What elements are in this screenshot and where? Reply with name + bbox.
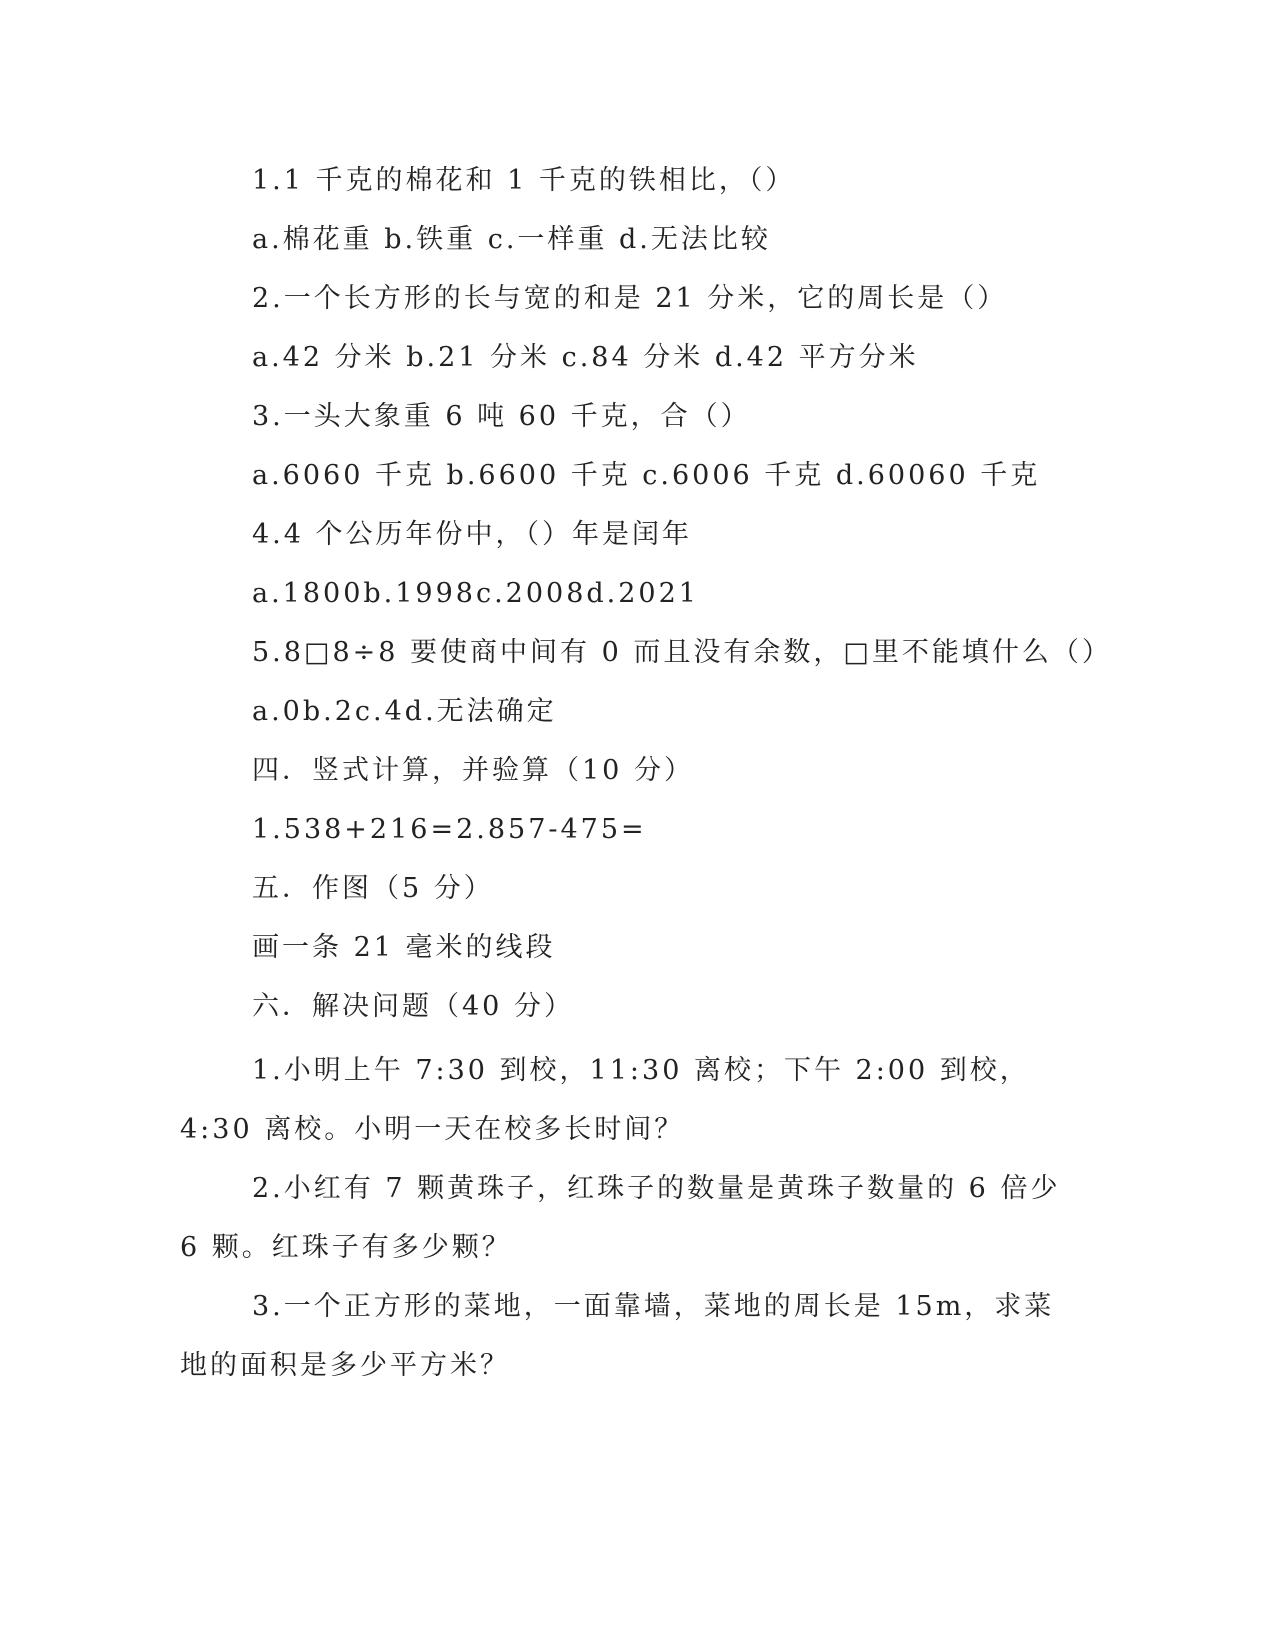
question-2: 2.一个长方形的长与宽的和是 21 分米，它的周长是（）	[252, 283, 1008, 314]
section-6-heading: 六．解决问题（40 分）	[252, 991, 574, 1022]
question-2-options: a.42 分米 b.21 分米 c.84 分米 d.42 平方分米	[252, 342, 919, 373]
section-5-body: 画一条 21 毫米的线段	[252, 932, 556, 963]
question-5-options: a.0b.2c.4d.无法确定	[252, 696, 557, 727]
section-4-heading: 四．竖式计算，并验算（10 分）	[252, 755, 694, 786]
question-1: 1.1 千克的棉花和 1 千克的铁相比，（）	[252, 165, 796, 196]
problem-2: 2.小红有 7 颗黄珠子，红珠子的数量是黄珠子数量的 6 倍少 6 颗。红珠子有多少颗？	[180, 1173, 1061, 1263]
document-content	[180, 156, 1112, 1395]
question-4-options: a.1800b.1998c.2008d.2021	[252, 578, 699, 609]
question-3-options: a.6060 千克 b.6600 千克 c.6006 千克 d.60060 千克	[252, 460, 1041, 491]
section-5-heading: 五．作图（5 分）	[252, 873, 494, 904]
section-4-body: 1.538+216=2.857-475=	[252, 814, 647, 845]
question-1-options: a.棉花重 b.铁重 c.一样重 d.无法比较	[252, 224, 771, 255]
problem-1: 1.小明上午 7:30 到校，11:30 离校；下午 2:00 到校，4:30 离校。小明一天在校多长时间？	[180, 1055, 1030, 1145]
question-5: 5.8□8÷8 要使商中间有 0 而且没有余数，□里不能填什么（）	[252, 637, 1112, 668]
problem-3: 3.一个正方形的菜地，一面靠墙，菜地的周长是 15m，求菜地的面积是多少平方米？	[180, 1291, 1055, 1381]
question-3: 3.一头大象重 6 吨 60 千克，合（）	[252, 401, 751, 432]
question-4: 4.4 个公历年份中，（）年是闰年	[252, 519, 693, 550]
